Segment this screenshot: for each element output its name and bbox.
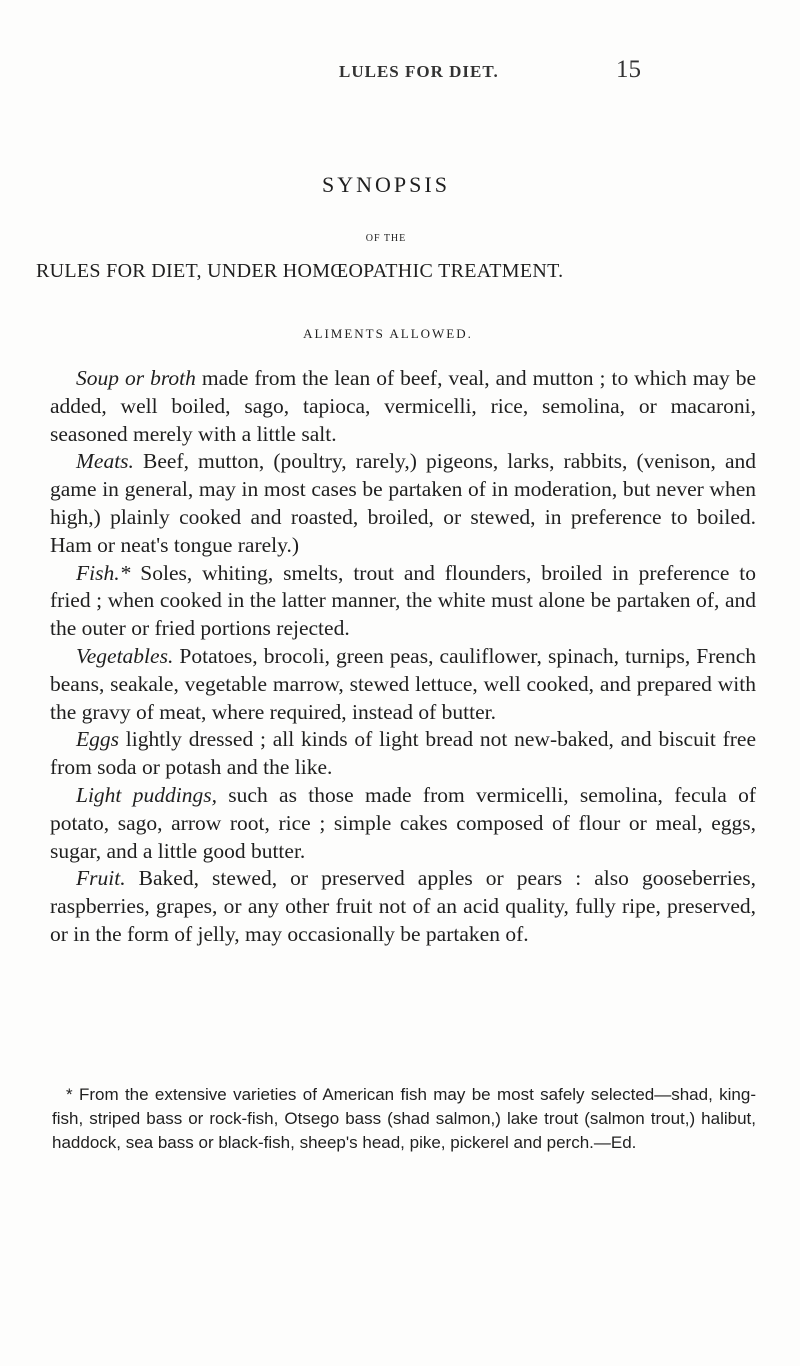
paragraph-text: Baked, stewed, or preserved apples or pears : also gooseberries, raspberries, grapes, or any other fruit not of an acid quality, fully ripe, preserved, or in the form of jelly, may occasionally be partaken of. <box>50 866 756 946</box>
paragraph-fruit <box>50 865 756 948</box>
paragraph-label: Fish.* <box>76 560 131 585</box>
running-head: LULES FOR DIET. <box>339 62 499 81</box>
paragraph-vegetables <box>50 643 756 726</box>
paragraph-text: lightly dressed ; all kinds of light bread not new-baked, and biscuit free from soda or potash and the like. <box>50 727 756 780</box>
paragraph-label: Vegetables. <box>76 643 174 668</box>
paragraph-text: such as those made from vermicelli, semolina, fecula of potato, sago, arrow root, rice ; simple cakes composed of flour or meal, eggs, sugar, and a little good butter. <box>50 782 756 863</box>
body-text <box>50 365 756 949</box>
footnote <box>52 1083 756 1155</box>
paragraph-text: Soles, whiting, smelts, trout and flounders, broiled in preference to fried ; when cooked in the latter manner, the white must alone be partaken of, and the outer or fried portions rejected. <box>50 560 756 641</box>
paragraph-label: Fruit. <box>76 866 126 891</box>
section-heading: ALIMENTS ALLOWED. <box>303 326 473 341</box>
paragraph-label: Eggs <box>76 727 119 752</box>
paragraph-text: Potatoes, brocoli, green peas, cauliflower, spinach, turnips, French beans, seakale, vegetable marrow, stewed lettuce, well cooked, and prepared with the gravy of meat, where required, instead of butter. <box>50 643 756 724</box>
page-title: RULES FOR DIET, UNDER HOMŒOPATHIC TREATMENT. <box>36 260 564 282</box>
paragraph-eggs <box>50 726 756 782</box>
synopsis-heading: SYNOPSIS <box>322 172 450 197</box>
paragraph-text: Beef, mutton, (poultry, rarely,) pigeons, larks, rabbits, (venison, and game in general, may in most cases be partaken of in moderation, but never when high,) plainly cooked and roasted, broiled, or stewed, in preference to boiled. Ham or neat's tongue rarely.) <box>50 449 756 557</box>
paragraph-label: Light puddings, <box>76 782 217 807</box>
page-number: 15 <box>616 56 641 83</box>
paragraph-soup <box>50 365 756 448</box>
paragraph-label: Soup or broth <box>76 366 196 390</box>
footnote-text: * From the extensive varieties of American fish may be most safely selected—shad, king-fish, striped bass or rock-fish, Otsego bass (shad salmon,) lake trout (salmon trout,) halibut, haddock, sea bass or black-fish, sheep's head, pike, pickerel and perch.—Ed. <box>52 1085 756 1152</box>
paragraph-text: made from the lean of beef, veal, and mutton ; to which may be added, well boiled, sago, tapioca, vermicelli, rice, semolina, or macaroni, seasoned merely with a little salt. <box>50 366 756 446</box>
paragraph-label: Meats. <box>76 449 134 474</box>
paragraph-meats <box>50 448 756 559</box>
of-the-subheading: OF THE <box>365 233 407 244</box>
paragraph-puddings <box>50 782 756 865</box>
paragraph-fish <box>50 560 756 643</box>
